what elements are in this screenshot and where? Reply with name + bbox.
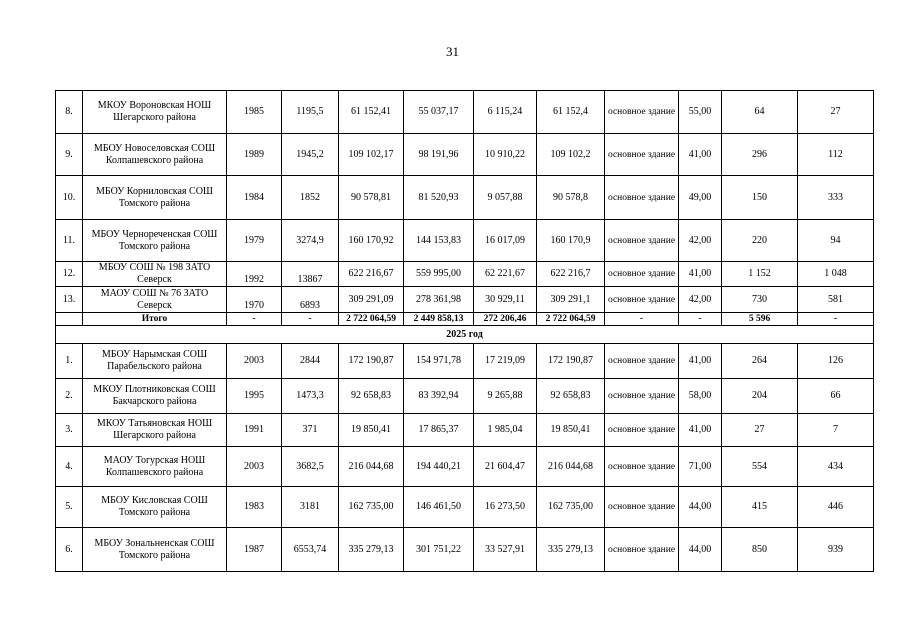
cost-rounded: 622 216,7 xyxy=(537,262,605,287)
total-count-2: - xyxy=(798,313,874,326)
row-number: 1. xyxy=(56,344,83,379)
total-cost-rounded: 2 722 064,59 xyxy=(537,313,605,326)
wear-percent: 58,00 xyxy=(679,379,722,414)
school-renovation-table xyxy=(55,90,874,572)
wear-percent: 41,00 xyxy=(679,414,722,447)
cost-rounded: 309 291,1 xyxy=(537,287,605,313)
wear-percent: 41,00 xyxy=(679,262,722,287)
cost-rounded: 92 658,83 xyxy=(537,379,605,414)
cost-part-2: 16 017,09 xyxy=(474,220,537,262)
table-row xyxy=(56,262,874,287)
total-type: - xyxy=(605,313,679,326)
cost-part-2: 1 985,04 xyxy=(474,414,537,447)
cost-part-2: 21 604,47 xyxy=(474,447,537,487)
total-cost-part-2: 272 206,46 xyxy=(474,313,537,326)
total-percent: - xyxy=(679,313,722,326)
construction-year: 1992 xyxy=(227,262,282,287)
institution-name: МБОУ Новоселовская СОШ Колпашевского района xyxy=(83,134,227,176)
cost-part-2: 10 910,22 xyxy=(474,134,537,176)
count-2: 434 xyxy=(798,447,874,487)
building-area: 1473,3 xyxy=(282,379,339,414)
row-number: 8. xyxy=(56,91,83,134)
cost-part-1: 55 037,17 xyxy=(404,91,474,134)
table-row xyxy=(56,176,874,220)
institution-name: МБОУ Нарымская СОШ Парабельского района xyxy=(83,344,227,379)
cost-part-2: 16 273,50 xyxy=(474,487,537,528)
count-1: 264 xyxy=(722,344,798,379)
cost-part-1: 81 520,93 xyxy=(404,176,474,220)
table-row xyxy=(56,344,874,379)
construction-year: 1979 xyxy=(227,220,282,262)
row-number: 11. xyxy=(56,220,83,262)
table-row xyxy=(56,528,874,572)
table-row xyxy=(56,287,874,313)
building-type: основное здание xyxy=(605,91,679,134)
building-area: 1852 xyxy=(282,176,339,220)
wear-percent: 49,00 xyxy=(679,176,722,220)
cost-total: 309 291,09 xyxy=(339,287,404,313)
count-1: 220 xyxy=(722,220,798,262)
cost-part-2: 9 057,88 xyxy=(474,176,537,220)
construction-year: 1987 xyxy=(227,528,282,572)
building-area: 6893 xyxy=(282,287,339,313)
cost-rounded: 160 170,9 xyxy=(537,220,605,262)
count-1: 204 xyxy=(722,379,798,414)
institution-name: МБОУ Зональненская СОШ Томского района xyxy=(83,528,227,572)
building-area: 2844 xyxy=(282,344,339,379)
total-spacer xyxy=(56,313,83,326)
cost-total: 109 102,17 xyxy=(339,134,404,176)
year-heading-row xyxy=(56,326,874,344)
construction-year: 2003 xyxy=(227,344,282,379)
count-2: 333 xyxy=(798,176,874,220)
building-area: 6553,74 xyxy=(282,528,339,572)
building-area: 13867 xyxy=(282,262,339,287)
row-number: 13. xyxy=(56,287,83,313)
cost-total: 19 850,41 xyxy=(339,414,404,447)
cost-rounded: 216 044,68 xyxy=(537,447,605,487)
total-row xyxy=(56,313,874,326)
cost-part-1: 83 392,94 xyxy=(404,379,474,414)
count-1: 1 152 xyxy=(722,262,798,287)
cost-rounded: 19 850,41 xyxy=(537,414,605,447)
cost-part-1: 146 461,50 xyxy=(404,487,474,528)
institution-name: МБОУ СОШ № 198 ЗАТО Северск xyxy=(83,262,227,287)
count-1: 296 xyxy=(722,134,798,176)
wear-percent: 41,00 xyxy=(679,134,722,176)
row-number: 5. xyxy=(56,487,83,528)
cost-total: 162 735,00 xyxy=(339,487,404,528)
cost-rounded: 335 279,13 xyxy=(537,528,605,572)
cost-rounded: 172 190,87 xyxy=(537,344,605,379)
building-type: основное здание xyxy=(605,176,679,220)
row-number: 3. xyxy=(56,414,83,447)
institution-name: МБОУ Кисловская СОШ Томского района xyxy=(83,487,227,528)
cost-part-1: 559 995,00 xyxy=(404,262,474,287)
count-2: 112 xyxy=(798,134,874,176)
wear-percent: 44,00 xyxy=(679,487,722,528)
count-1: 415 xyxy=(722,487,798,528)
cost-total: 335 279,13 xyxy=(339,528,404,572)
building-area: 371 xyxy=(282,414,339,447)
institution-name: МАОУ Тогурская НОШ Колпашевского района xyxy=(83,447,227,487)
cost-part-1: 17 865,37 xyxy=(404,414,474,447)
institution-name: МАОУ СОШ № 76 ЗАТО Северск xyxy=(83,287,227,313)
cost-part-2: 9 265,88 xyxy=(474,379,537,414)
cost-rounded: 90 578,8 xyxy=(537,176,605,220)
total-cost-total: 2 722 064,59 xyxy=(339,313,404,326)
cost-part-1: 194 440,21 xyxy=(404,447,474,487)
building-area: 3682,5 xyxy=(282,447,339,487)
table-row xyxy=(56,487,874,528)
row-number: 9. xyxy=(56,134,83,176)
cost-part-2: 30 929,11 xyxy=(474,287,537,313)
count-2: 581 xyxy=(798,287,874,313)
building-area: 1945,2 xyxy=(282,134,339,176)
table-row xyxy=(56,379,874,414)
count-1: 554 xyxy=(722,447,798,487)
institution-name: МКОУ Вороновская НОШ Шегарского района xyxy=(83,91,227,134)
construction-year: 1983 xyxy=(227,487,282,528)
row-number: 2. xyxy=(56,379,83,414)
building-type: основное здание xyxy=(605,220,679,262)
count-2: 7 xyxy=(798,414,874,447)
cost-rounded: 61 152,4 xyxy=(537,91,605,134)
table-row xyxy=(56,134,874,176)
cost-part-1: 98 191,96 xyxy=(404,134,474,176)
table-row xyxy=(56,447,874,487)
construction-year: 1984 xyxy=(227,176,282,220)
institution-name: МКОУ Плотниковская СОШ Бакчарского района xyxy=(83,379,227,414)
cost-part-1: 278 361,98 xyxy=(404,287,474,313)
building-area: 3274,9 xyxy=(282,220,339,262)
cost-rounded: 162 735,00 xyxy=(537,487,605,528)
total-count-1: 5 596 xyxy=(722,313,798,326)
building-area: 3181 xyxy=(282,487,339,528)
table-row xyxy=(56,220,874,262)
total-cost-part-1: 2 449 858,13 xyxy=(404,313,474,326)
construction-year: 1985 xyxy=(227,91,282,134)
count-2: 66 xyxy=(798,379,874,414)
cost-part-2: 17 219,09 xyxy=(474,344,537,379)
count-1: 730 xyxy=(722,287,798,313)
building-type: основное здание xyxy=(605,379,679,414)
total-year: - xyxy=(227,313,282,326)
building-type: основное здание xyxy=(605,414,679,447)
row-number: 10. xyxy=(56,176,83,220)
building-type: основное здание xyxy=(605,447,679,487)
construction-year: 1995 xyxy=(227,379,282,414)
building-type: основное здание xyxy=(605,134,679,176)
cost-part-2: 6 115,24 xyxy=(474,91,537,134)
count-1: 850 xyxy=(722,528,798,572)
cost-part-1: 144 153,83 xyxy=(404,220,474,262)
cost-total: 622 216,67 xyxy=(339,262,404,287)
cost-part-1: 154 971,78 xyxy=(404,344,474,379)
institution-name: МБОУ Корниловская СОШ Томского района xyxy=(83,176,227,220)
cost-total: 61 152,41 xyxy=(339,91,404,134)
construction-year: 1989 xyxy=(227,134,282,176)
building-type: основное здание xyxy=(605,528,679,572)
cost-total: 92 658,83 xyxy=(339,379,404,414)
institution-name: МБОУ Чернореченская СОШ Томского района xyxy=(83,220,227,262)
construction-year: 1970 xyxy=(227,287,282,313)
cost-total: 172 190,87 xyxy=(339,344,404,379)
building-type: основное здание xyxy=(605,287,679,313)
total-area: - xyxy=(282,313,339,326)
cost-total: 90 578,81 xyxy=(339,176,404,220)
row-number: 4. xyxy=(56,447,83,487)
institution-name: МКОУ Татьяновская НОШ Шегарского района xyxy=(83,414,227,447)
table-row xyxy=(56,91,874,134)
wear-percent: 44,00 xyxy=(679,528,722,572)
row-number: 6. xyxy=(56,528,83,572)
building-area: 1195,5 xyxy=(282,91,339,134)
construction-year: 1991 xyxy=(227,414,282,447)
cost-part-2: 33 527,91 xyxy=(474,528,537,572)
wear-percent: 71,00 xyxy=(679,447,722,487)
cost-part-1: 301 751,22 xyxy=(404,528,474,572)
cost-total: 216 044,68 xyxy=(339,447,404,487)
cost-rounded: 109 102,2 xyxy=(537,134,605,176)
wear-percent: 55,00 xyxy=(679,91,722,134)
construction-year: 2003 xyxy=(227,447,282,487)
cost-part-2: 62 221,67 xyxy=(474,262,537,287)
building-type: основное здание xyxy=(605,487,679,528)
table-row xyxy=(56,414,874,447)
wear-percent: 42,00 xyxy=(679,287,722,313)
total-label: Итого xyxy=(83,313,227,326)
count-1: 27 xyxy=(722,414,798,447)
row-number: 12. xyxy=(56,262,83,287)
count-2: 27 xyxy=(798,91,874,134)
count-2: 939 xyxy=(798,528,874,572)
count-2: 94 xyxy=(798,220,874,262)
wear-percent: 42,00 xyxy=(679,220,722,262)
count-1: 150 xyxy=(722,176,798,220)
wear-percent: 41,00 xyxy=(679,344,722,379)
page-number: 31 xyxy=(446,44,459,59)
count-2: 1 048 xyxy=(798,262,874,287)
count-2: 446 xyxy=(798,487,874,528)
count-1: 64 xyxy=(722,91,798,134)
count-2: 126 xyxy=(798,344,874,379)
building-type: основное здание xyxy=(605,262,679,287)
cost-total: 160 170,92 xyxy=(339,220,404,262)
building-type: основное здание xyxy=(605,344,679,379)
year-heading: 2025 год xyxy=(56,326,874,344)
